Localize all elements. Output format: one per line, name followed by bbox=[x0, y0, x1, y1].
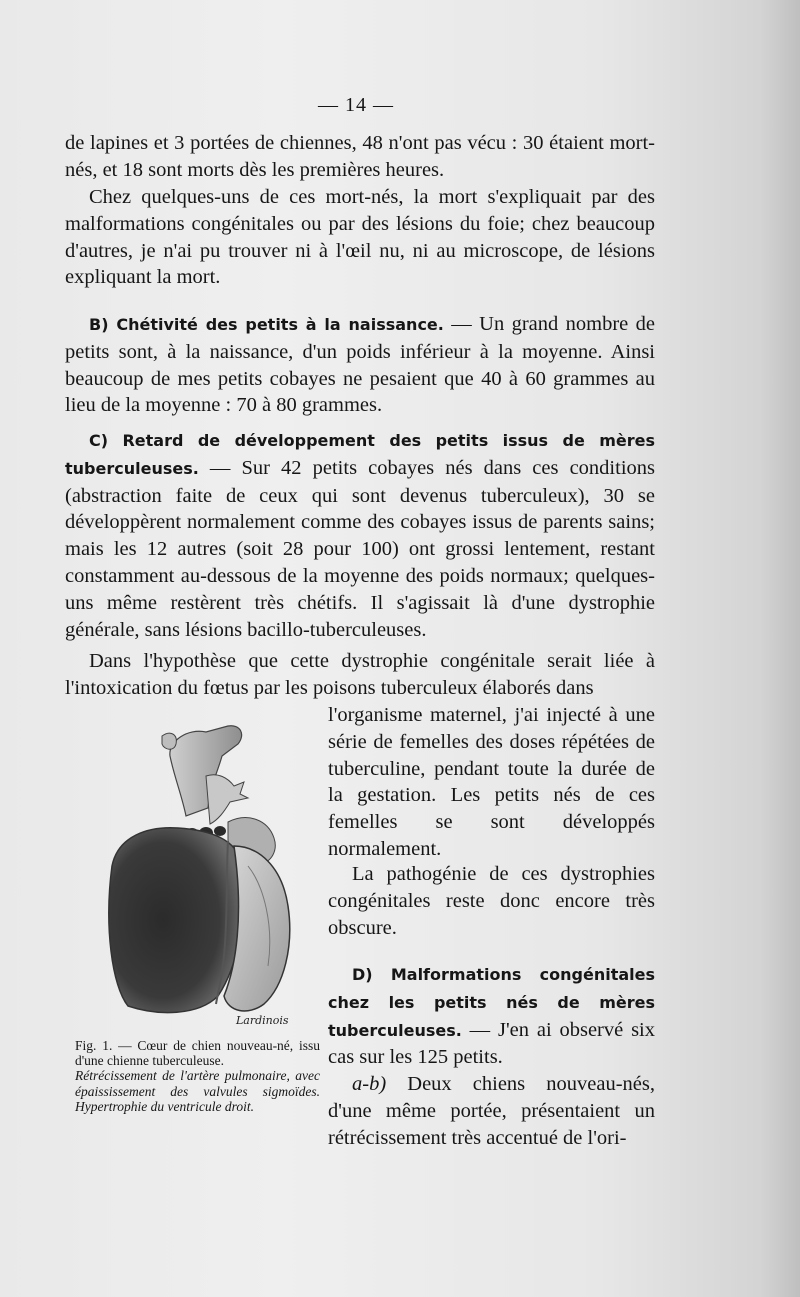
section-c-heading: C) Retard de développement des petits issus de mères tuberculeuses. bbox=[65, 431, 655, 478]
section-b-text: — Un grand nombre de petits sont, à la naissance, d'un poids inférieur à la moyenne. Ainsi beaucoup de mes petits cobayes ne pesaient que 40 à 60 grammes au lieu de la moyenne : 70 à 80 grammes. bbox=[65, 313, 656, 417]
figure-caption-detail: Rétrécissement de l'artère pulmonaire, avec épaississement des valvules sigmoïdes. Hypertrophie du ventricule droit. bbox=[75, 1068, 320, 1114]
right-column-paragraph-1-text: l'organisme maternel, j'ai injecté à une série de femelles des doses répétées de tuberculine, pendant toute la durée de la gestation. Les petits nés de ces femelles se sont développés normalement. bbox=[328, 704, 655, 860]
figure-caption-main: Fig. 1. — Cœur de chien nouveau-né, issu d'une chienne tuberculeuse. bbox=[75, 1038, 320, 1069]
paragraph-2 bbox=[65, 184, 655, 291]
paragraph-2-text: Chez quelques-uns de ces mort-nés, la mort s'expliquait par des malformations congénitales ou par des lésions du foie; chez beaucoup d'autres, je n'ai pu trouver ni à l'œil nu, ni au microscope, de lésions expliquant la mort. bbox=[65, 186, 655, 289]
section-c bbox=[65, 427, 655, 643]
right-column-paragraph-2 bbox=[328, 861, 655, 941]
paragraph-5 bbox=[65, 648, 655, 702]
paragraph-5-text: Dans l'hypothèse que cette dystrophie congénitale serait liée à l'intoxication du fœtus par les poisons tuberculeux élaborés dans bbox=[65, 650, 655, 699]
figure-caption bbox=[75, 1038, 320, 1114]
section-d bbox=[328, 961, 655, 1152]
heart-illustration bbox=[78, 716, 323, 1032]
section-c-text: — Sur 42 petits cobayes nés dans ces conditions (abstraction faite de ceux qui sont devenus tuberculeux), 30 se développèrent normalement comme des cobayes issus de parents sains; mais les 12 autres (soit 28 pour 100) ont grossi lentement, restant constamment au-dessous de la moyenne des poids normaux; quelques-uns même restèrent très chétifs. Il s'agissait là d'une dystrophie générale, sans lésions bacillo-tuberculeuses. bbox=[65, 456, 655, 641]
left-ventricle-dark bbox=[109, 828, 244, 1013]
section-b-heading: B) Chétivité des petits à la naissance. bbox=[89, 315, 444, 334]
case-text: Deux chiens nouveau-nés, d'une même portée, présentaient un rétrécissement très accentué de l'ori- bbox=[328, 1073, 655, 1149]
page-number: — 14 — bbox=[318, 94, 394, 116]
paragraph-1-text: de lapines et 3 portées de chiennes, 48 n'ont pas vécu : 30 étaient mort-nés, et 18 sont morts dès les premières heures. bbox=[65, 132, 655, 181]
page-edge-shadow bbox=[760, 0, 800, 1297]
section-d-text: — J'en ai observé six cas sur les 125 petits. bbox=[328, 1018, 655, 1069]
pulmonary-artery bbox=[206, 775, 248, 824]
right-column-paragraph-1 bbox=[328, 702, 655, 863]
right-column-paragraph-2-text: La pathogénie de ces dystrophies congénitales reste donc encore très obscure. bbox=[328, 863, 655, 939]
section-d-heading: D) Malformations congénitales chez les petits nés de mères tuberculeuses. bbox=[328, 965, 655, 1040]
case-label: a-b) bbox=[352, 1073, 387, 1096]
section-b bbox=[65, 311, 655, 419]
illustrator-signature: Lardinois bbox=[236, 1014, 289, 1027]
paragraph-1 bbox=[65, 130, 655, 184]
